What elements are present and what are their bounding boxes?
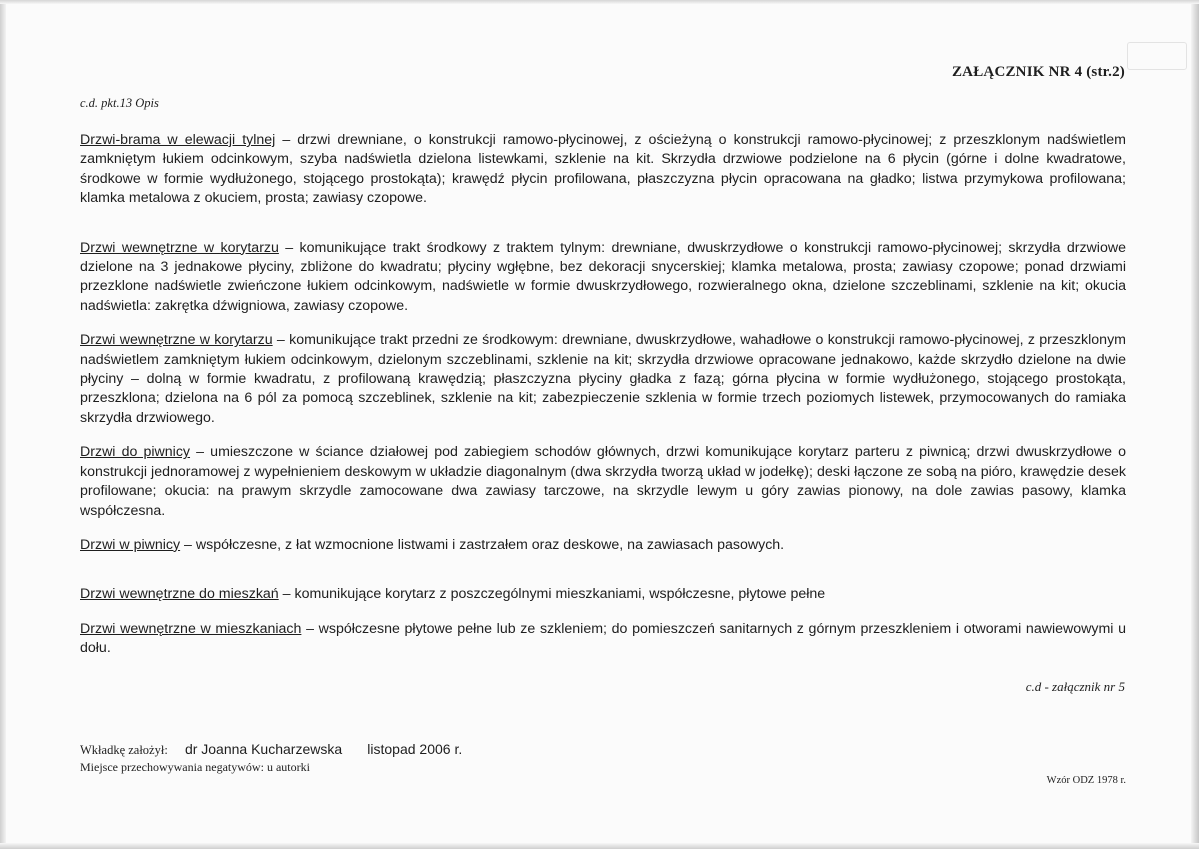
paragraph-text: – współczesne, z łat wzmocnione listwami i zastrzałem oraz deskowe, na zawiasach pasowych. xyxy=(180,536,785,553)
paragraph-text: – umieszczone w ściance działowej pod zabiegiem schodów głównych, drzwi komunikujące korytarz parteru z piwnicą; drzwi dwuskrzydłowe o konstrukcji jednoramowej z wypełnieniem deskowym w układzie diagonalnym (dwa skrzydła tworzą układ w jodełkę); deski łączone ze sobą na pióro, krawędzie desek profilowane; okucia: na prawym skrzydle zamocowane dwa zawiasy tarczowe, na skrzydle lewym u góry zawias pionowy, na dole zawias pasowy, klamka współczesna. xyxy=(80,444,1126,519)
continued-note: c.d - załącznik nr 5 xyxy=(1025,679,1125,694)
paragraph-text: – komunikujące korytarz z poszczególnymi mieszkaniami, współczesne, płytowe pełne xyxy=(278,586,826,603)
paragraph-text: – drzwi drewniane, o konstrukcji ramowo-płycinowej, z ościeżyną o konstrukcji ramowo-płycinowej; z przeszklonym nadświetlem zamkniętym łukiem odcinkowym, szyba nadświetla dzielona listewkami, szklenie na kit. Skrzydła drzwiowe podzielone na 6 płycin (górne i dolne kwadratowe, środkowe w formie wydłużonego, stojącego prostokąta); krawędź płycin profilowana, płaszczyzna płycin opracowana na gładko; listwa przymykowa profilowana; klamka metalowa z okuciem, prosta; zawiasy czopowe. xyxy=(80,132,1126,207)
paragraph-corridor-door-1 xyxy=(80,239,1126,317)
paragraph-text: – współczesne płytowe pełne lub ze szkleniem; do pomieszczeń sanitarnych z górnym przeszkleniem i otworami nawiewowymi u dołu. xyxy=(80,620,1127,657)
paragraph-label: Drzwi wewnętrzne w korytarzu xyxy=(80,332,273,349)
paragraph-cellar-door xyxy=(80,443,1126,521)
paragraph-apartment-entry-doors xyxy=(80,585,1126,604)
author-name: dr Joanna Kucharzewska xyxy=(184,741,343,757)
scan-edge-bottom xyxy=(0,843,1199,849)
faint-stamp-mark xyxy=(1127,42,1187,70)
footer-author-line xyxy=(80,741,462,758)
paragraph-gate-door xyxy=(80,131,1126,209)
scan-edge-right xyxy=(1191,0,1199,849)
continuation-note: c.d. pkt.13 Opis xyxy=(80,96,159,110)
paragraph-text: – komunikujące trakt środkowy z traktem tylnym: drewniane, dwuskrzydłowe o konstrukcji ramowo-płycinowej; skrzydła drzwiowe dzielone na 3 jednakowe płyciny, zbliżone do kwadratu; płyciny wgłębne, bez dekoracji snycerskiej; klamka metalowa, prosta; zawiasy czopowe; ponad drzwiami przezklone nadświetle zwieńczone łukiem odcinkowym, nadświetle w formie dwuskrzydłowego, rozwieralnego okna, dzielone szczeblinami, szklenie na kit; okucia nadświetla: zakrętka dźwigniowa, zawiasy czopowe. xyxy=(80,239,1126,314)
paragraph-label: Drzwi wewnętrzne w mieszkaniach xyxy=(80,620,302,637)
scan-edge-left xyxy=(0,0,6,849)
paragraph-label: Drzwi-brama w elewacji tylnej xyxy=(80,132,276,148)
author-label: Wkładkę założył: xyxy=(80,743,168,757)
negatives-label: Miejsce przechowywania negatywów: xyxy=(80,760,264,774)
paragraph-text: – komunikujące trakt przedni ze środkowym: drewniane, dwuskrzydłowe, wahadłowe o konstrukcji ramowo-płycinowej, z przeszklonym nadświetlem zamkniętym łukiem odcinkowym, dzielonym szczeblinami, szklenie na kit; skrzydła drzwiowe opracowane jednakowo, każde skrzydło dzielone na dwie płyciny – dolną w formie kwadratu, z profilowaną krawędzią; płaszczyzna płyciny gładka z fazą; górna płycina w formie wydłużonego, stojącego prostokąta, przeszklona; dzielona na 6 pól za pomocą szczeblinek, szklenie na kit; zabezpieczenie szklenia w formie trzech poziomych listewek, przymocowanych do ramiaka skrzydła drzwiowego. xyxy=(80,332,1126,426)
paragraph-label: Drzwi w piwnicy xyxy=(80,536,181,553)
paragraph-apartment-inner-doors xyxy=(80,620,1126,659)
paragraph-label: Drzwi do piwnicy xyxy=(80,444,191,461)
footer-negatives-line xyxy=(80,760,310,775)
paragraph-corridor-door-2 xyxy=(80,331,1126,428)
document-body xyxy=(80,131,1126,659)
paragraph-label: Drzwi wewnętrzne do mieszkań xyxy=(80,586,279,603)
author-date: listopad 2006 r. xyxy=(367,741,463,757)
template-note: Wzór ODZ 1978 r. xyxy=(1046,775,1126,786)
paragraph-label: Drzwi wewnętrzne w korytarzu xyxy=(80,239,279,256)
paragraph-doors-in-cellar xyxy=(80,536,1126,555)
attachment-title: ZAŁĄCZNIK NR 4 (str.2) xyxy=(951,64,1125,80)
scan-edge-top xyxy=(0,0,1199,4)
negatives-location: u autorki xyxy=(266,760,310,774)
